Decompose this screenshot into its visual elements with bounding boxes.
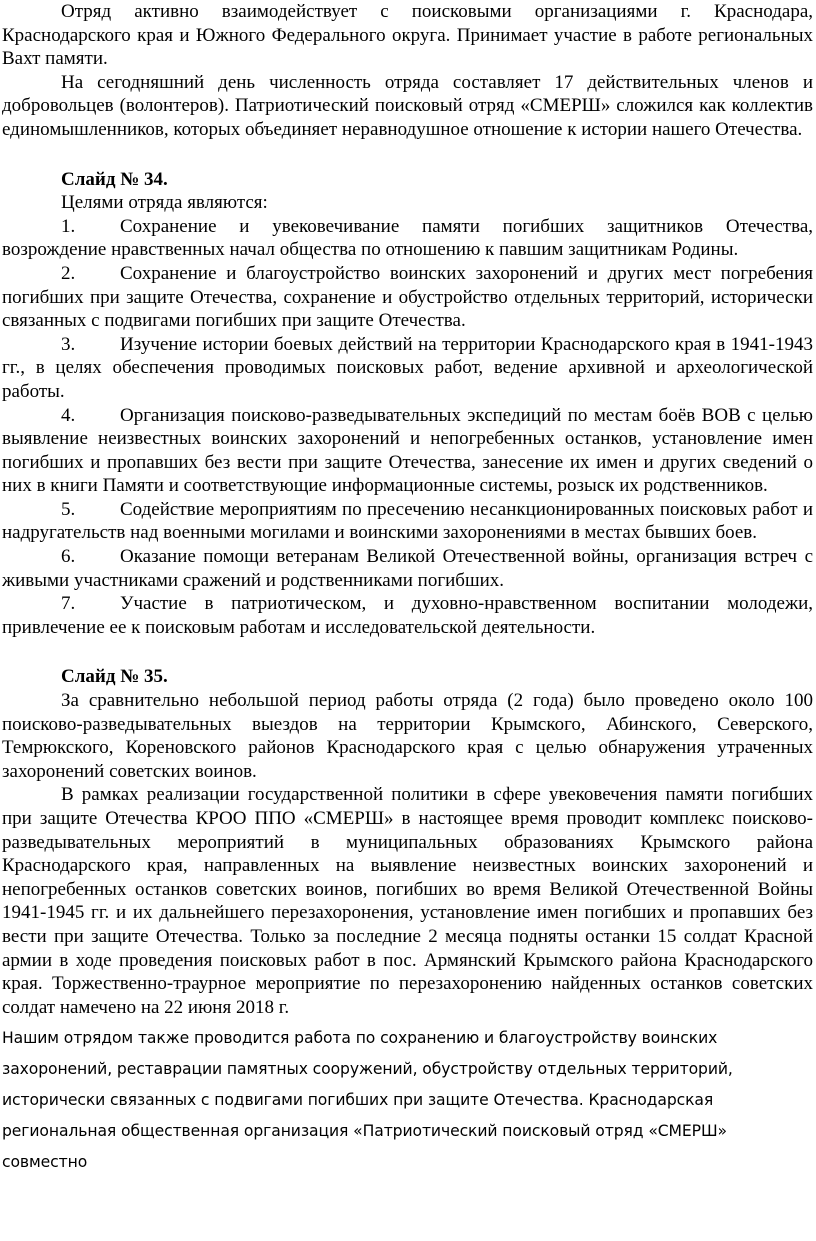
goal-item (2, 215, 813, 262)
goal-item (2, 404, 813, 498)
slide-35-paragraph-2: В рамках реализации государственной политики в сфере увековечения памяти погибших при защите Отечества КРОО ППО «СМЕРШ» в настоящее время проводит комплекс поисково-разведывательных мероприятий в муниципальных образованиях Крымского района Краснодарского края, направленных на выявление неизвестных воинских захоронений и непогребенных останков советских воинов, погибших во время Великой Отечественной Войны 1941-1945 гг. и их дальнейшего перезахоронения, установление имен погибших и пропавших без вести при защите Отечества. Только за последние 2 месяца подняты останки 15 солдат Красной армии в ходе проведения поисковых работ в пос. Армянский Крымского района Краснодарского края. Торжественно-траурное мероприятие по перезахоронению найденных останков советских солдат намечено на 22 июня 2018 г. (2, 784, 813, 1018)
goal-text: Изучение истории боевых действий на территории Краснодарского края в 1941-1943 гг., в целях обеспечения проводимых поисковых работ, ведение архивной и археологической работы. (2, 333, 813, 402)
goal-item (2, 498, 813, 545)
slide-35-heading: Слайд № 35. (61, 666, 168, 688)
goal-text: Оказание помощи ветеранам Великой Отечественной войны, организация встреч с живыми участниками сражений и родственниками погибших. (2, 546, 813, 591)
goal-item (2, 545, 813, 592)
goal-number: 6. (61, 546, 76, 568)
goals-list (2, 215, 813, 640)
goal-text: Организация поисково-разведывательных экспедиций по местам боёв ВОВ с целью выявление неизвестных воинских захоронений и непогребенных останков, установление имен погибших и пропавших без вести при защите Отечества, занесение их имен и других сведений о них в книги Памяти и соответствующие информационные системы, розыск их родственников. (2, 404, 813, 497)
goal-number: 1. (61, 215, 76, 237)
goal-item (2, 262, 813, 333)
intro-paragraph-1: Отряд активно взаимодействует с поисковыми организациями г. Краснодара, Краснодарского края и Южного Федерального округа. Принимает участие в работе региональных Вахт памяти. (2, 1, 813, 70)
goal-number: 5. (61, 498, 76, 520)
slide-34-lead: Целями отряда являются: (61, 192, 268, 214)
goal-item (2, 333, 813, 404)
goal-item (2, 592, 813, 639)
slide-35-paragraph-1: За сравнительно небольшой период работы отряда (2 года) было проведено около 100 поисково-разведывательных выездов на территории Крымского, Абинского, Северского, Темрюкского, Кореновского районов Краснодарского края с целью обнаружения утраченных захоронений советских воинов. (2, 690, 813, 782)
slide-35-paragraph-3: Нашим отрядом также проводится работа по сохранению и благоустройству воинских захоронений, реставрации памятных сооружений, обустройству отдельных территорий, исторически связанных с подвигами погибших при защите Отечества. Краснодарская региональная общественная организация «Патриотический поисковый отряд «СМЕРШ» совместно (2, 1029, 733, 1171)
intro-paragraph-2: На сегодняшний день численность отряда составляет 17 действительных членов и добровольцев (волонтеров). Патриотический поисковый отряд «СМЕРШ» сложился как коллектив единомышленников, которых объединяет неравнодушное отношение к истории нашего Отечества. (2, 71, 813, 140)
goal-text: Участие в патриотическом, и духовно-нравственном воспитании молодежи, привлечение ее к поисковым работам и исследовательской деятельности. (2, 593, 813, 638)
goal-number: 2. (61, 262, 76, 284)
goal-text: Сохранение и увековечивание памяти погибших защитников Отечества, возрождение нравственных начал общества по отношению к павшим защитникам Родины. (2, 215, 813, 261)
goal-text: Сохранение и благоустройство воинских захоронений и других мест погребения погибших при защите Отечества, сохранение и обустройство отдельных территорий, исторически связанных с подвигами погибших при защите Отечества. (2, 262, 813, 332)
goal-number: 3. (61, 333, 76, 355)
goal-text: Содействие мероприятиям по пресечению несанкционированных поисковых работ и надругательств над военными могилами и воинскими захоронениями в местах бывших боев. (2, 498, 813, 544)
slide-34-heading: Слайд № 34. (61, 168, 168, 190)
goal-number: 4. (61, 404, 76, 426)
goal-number: 7. (61, 593, 76, 615)
